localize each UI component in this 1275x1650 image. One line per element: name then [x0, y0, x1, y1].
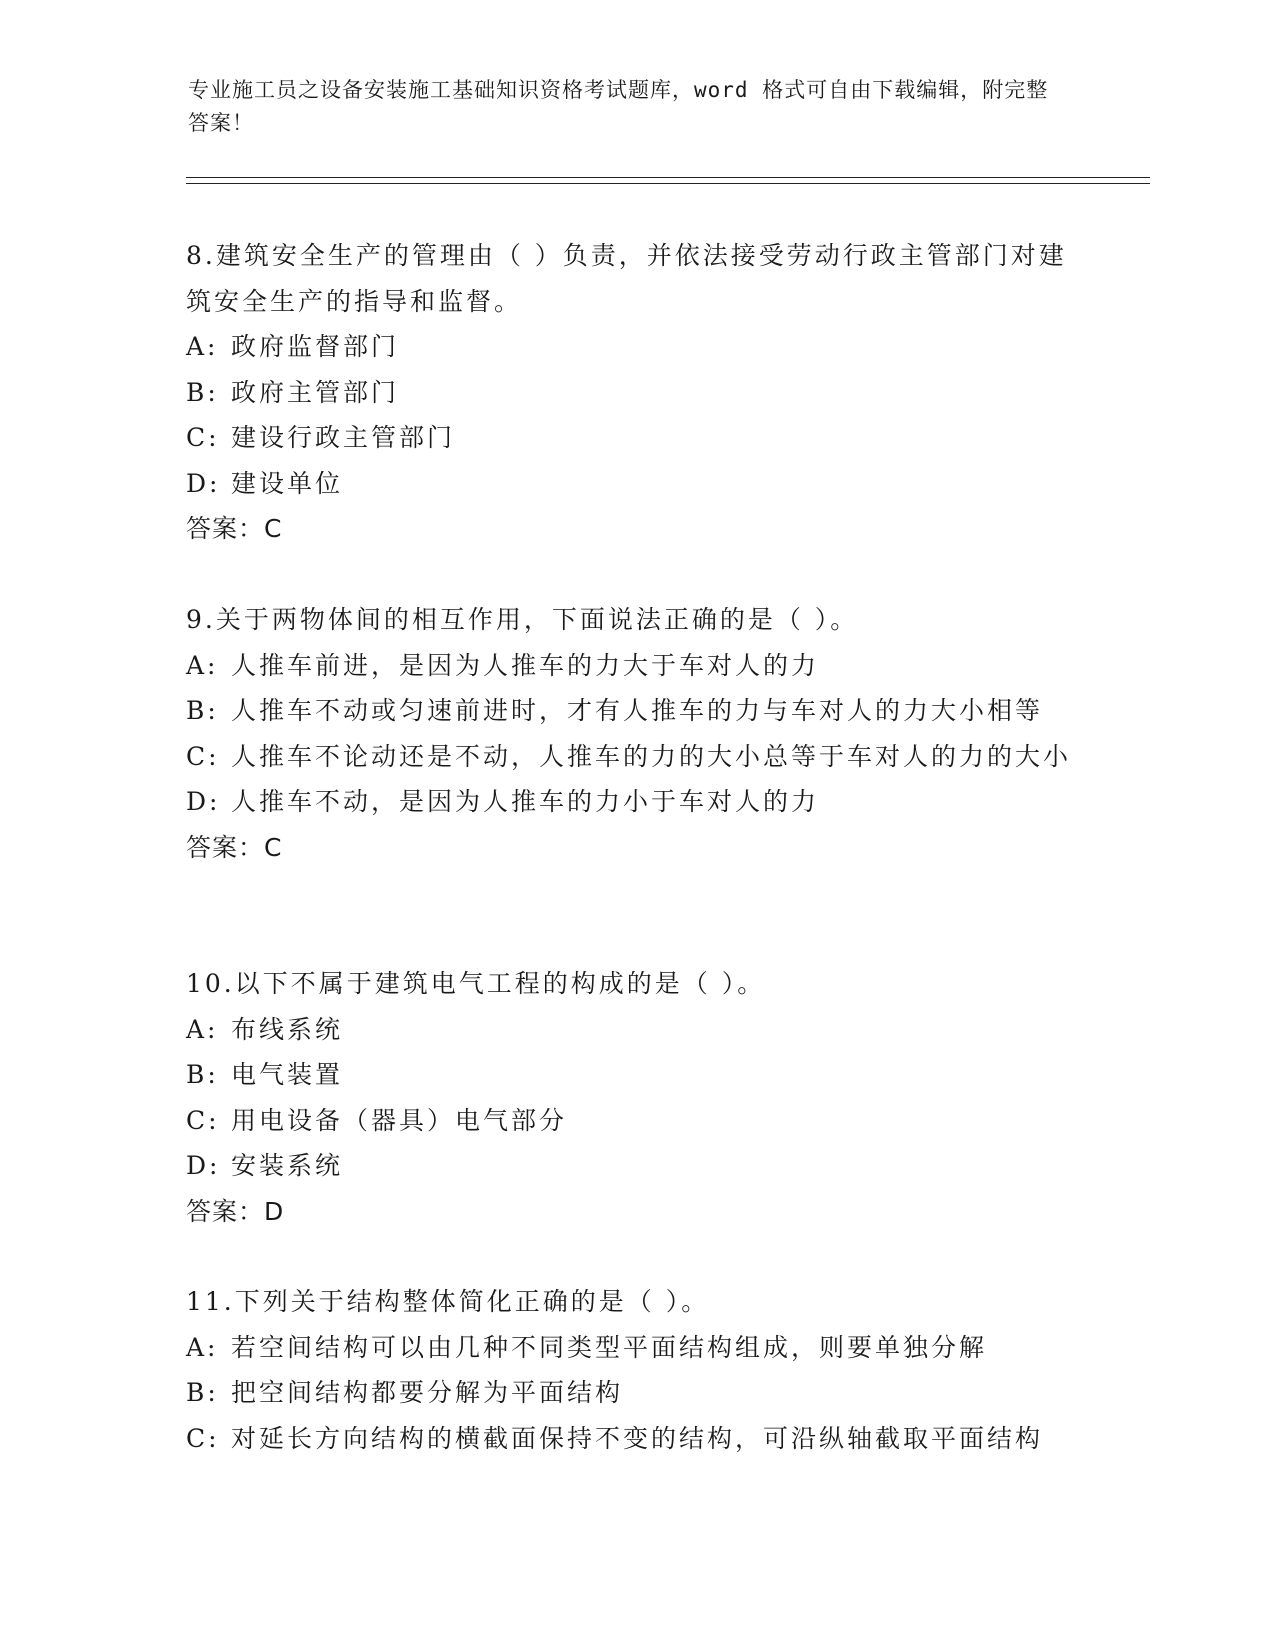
option-c [186, 1416, 1086, 1462]
option-c [186, 1098, 1086, 1144]
option-text: 人推车不论动还是不动，人推车的力的大小总等于车对人的力的大小 [231, 741, 1072, 771]
option-b [186, 1052, 1086, 1098]
answer-line: 答案：C [186, 514, 283, 543]
option-text: 人推车不动或匀速前进时，才有人推车的力与车对人的力大小相等 [231, 696, 1044, 725]
option-b [186, 688, 1086, 734]
option-key: C: [186, 1423, 220, 1453]
document-header: 专业施工员之设备安装施工基础知识资格考试题库，word 格式可自由下载编辑，附完整答案！ [188, 78, 1049, 135]
question-stem: 8.建筑安全生产的管理由（ ）负责，并依法接受劳动行政主管部门对建筑安全生产的指导和监督。 [186, 241, 1067, 316]
option-a [186, 1325, 1086, 1371]
option-text: 人推车前进，是因为人推车的力大于车对人的力 [231, 650, 820, 680]
option-key: C: [186, 741, 220, 771]
option-b [186, 370, 1086, 416]
option-text: 对延长方向结构的横截面保持不变的结构，可沿纵轴截取平面结构 [231, 1423, 1044, 1453]
option-text: 布线系统 [231, 1014, 344, 1044]
option-a [186, 324, 1086, 370]
header-divider-bottom [186, 183, 1150, 184]
option-key: C: [186, 423, 220, 452]
option-key: A: [186, 650, 219, 680]
option-key: D: [186, 1151, 221, 1180]
option-d [186, 461, 1086, 507]
option-d [186, 1143, 1086, 1189]
option-key: D: [186, 468, 221, 498]
option-text: 若空间结构可以由几种不同类型平面结构组成，则要单独分解 [231, 1332, 988, 1362]
answer-line: 答案：C [186, 832, 283, 862]
option-text: 建设行政主管部门 [231, 423, 456, 452]
option-text: 建设单位 [231, 468, 344, 498]
option-text: 安装系统 [231, 1151, 344, 1180]
option-key: B: [186, 1378, 219, 1407]
question-11 [186, 1279, 1086, 1461]
option-key: B: [186, 377, 219, 407]
option-key: B: [186, 696, 219, 725]
option-key: C: [186, 1105, 220, 1135]
header-divider-top [186, 177, 1150, 178]
answer-line: 答案：D [186, 1196, 285, 1226]
option-key: D: [186, 787, 221, 816]
question-stem: 10.以下不属于建筑电气工程的构成的是（ ）。 [186, 969, 766, 998]
question-8 [186, 233, 1086, 552]
option-key: B: [186, 1060, 219, 1089]
option-b [186, 1370, 1086, 1416]
option-text: 政府主管部门 [231, 377, 400, 407]
option-key: A: [186, 332, 219, 361]
option-text: 政府监督部门 [231, 332, 400, 361]
question-stem: 11.下列关于结构整体简化正确的是（ ）。 [186, 1287, 710, 1316]
option-a [186, 643, 1086, 689]
option-c [186, 415, 1086, 461]
option-text: 电气装置 [231, 1060, 344, 1089]
option-text: 把空间结构都要分解为平面结构 [231, 1378, 624, 1407]
question-9 [186, 597, 1086, 870]
option-a [186, 1007, 1086, 1053]
question-stem: 9.关于两物体间的相互作用，下面说法正确的是（ ）。 [186, 605, 859, 634]
option-key: A: [186, 1332, 219, 1362]
option-d [186, 779, 1086, 825]
option-text: 用电设备（器具）电气部分 [231, 1105, 568, 1135]
question-10 [186, 961, 1086, 1234]
option-key: A: [186, 1014, 219, 1044]
option-c [186, 734, 1086, 780]
option-text: 人推车不动，是因为人推车的力小于车对人的力 [231, 787, 820, 816]
